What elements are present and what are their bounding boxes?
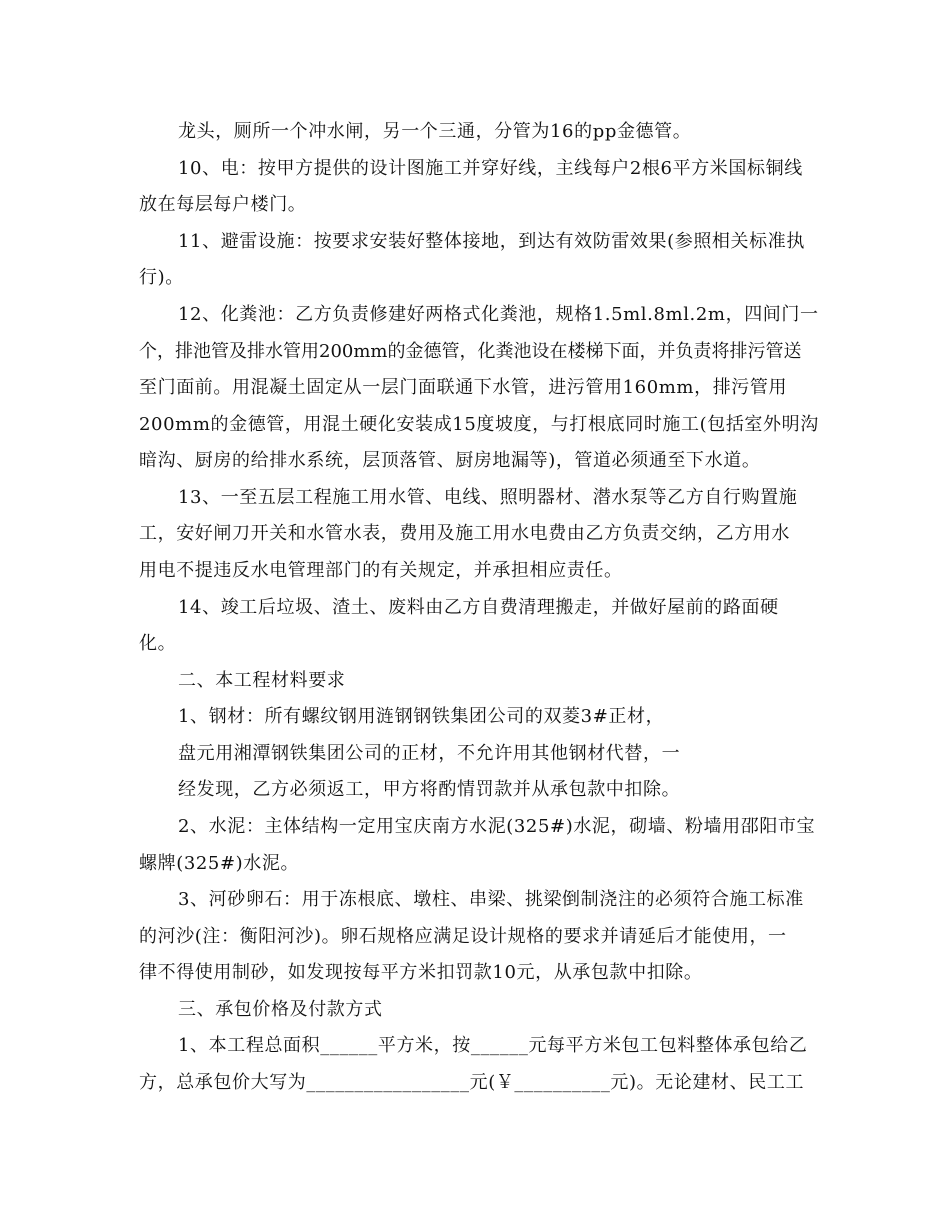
text-line: 200mm的金德管，用混土硬化安装成15度坡度，与打根底同时施工(包括室外明沟 bbox=[139, 414, 819, 435]
text-line: 个，排池管及排水管用200mm的金德管，化粪池设在楼梯下面，并负责将排污管送 bbox=[139, 341, 802, 362]
text-line: 3、河砂卵石：用于冻根底、墩柱、串梁、挑梁倒制浇注的必须符合施工标准 bbox=[178, 889, 804, 910]
text-line: 螺牌(325#)水泥。 bbox=[139, 853, 300, 874]
text-line: 律不得使用制砂，如发现按每平方米扣罚款10元，从承包款中扣除。 bbox=[139, 962, 703, 983]
text-line: 10、电：按甲方提供的设计图施工并穿好线，主线每户2根6平方米国标铜线 bbox=[178, 158, 803, 179]
text-line: 化。 bbox=[139, 633, 177, 654]
text-line: 11、避雷设施：按要求安装好整体接地，到达有效防雷效果(参照相关标准执 bbox=[178, 231, 805, 252]
text-line: 至门面前。用混凝土固定从一层门面联通下水管，进污管用160mm，排污管用 bbox=[139, 377, 788, 398]
text-line: 13、一至五层工程施工用水管、电线、照明器材、潜水泵等乙方自行购置施 bbox=[178, 487, 798, 508]
text-line: 的河沙(注：衡阳河沙)。卵石规格应满足设计规格的要求并请延后才能使用，一 bbox=[139, 926, 787, 947]
text-line: 12、化粪池：乙方负责修建好两格式化粪池，规格1.5ml.8ml.2m，四间门一 bbox=[178, 304, 819, 325]
text-line: 用电不提违反水电管理部门的有关规定，并承担相应责任。 bbox=[139, 560, 623, 581]
text-line: 盘元用湘潭钢铁集团公司的正材，不允许用其他钢材代替，一 bbox=[178, 743, 681, 764]
text-line: 2、水泥：主体结构一定用宝庆南方水泥(325#)水泥，砌墙、粉墙用邵阳市宝 bbox=[178, 816, 816, 837]
section-heading: 二、本工程材料要求 bbox=[178, 670, 346, 691]
text-line: 1、钢材：所有螺纹钢用涟钢钢铁集团公司的双菱3#正材， bbox=[178, 706, 665, 727]
text-line: 工，安好闸刀开关和水管水表，费用及施工用水电费由乙方负责交纳，乙方用水 bbox=[139, 523, 790, 544]
text-line: 14、竣工后垃圾、渣土、废料由乙方自费清理搬走，并做好屋前的路面硬 bbox=[178, 597, 779, 618]
text-line: 暗沟、厨房的给排水系统，层顶落管、厨房地漏等)，管道必须通至下水道。 bbox=[139, 450, 761, 471]
text-line: 龙头，厕所一个冲水闸，另一个三通，分管为16的pp金德管。 bbox=[178, 121, 692, 142]
text-line: 1、本工程总面积______平方米，按______元每平方米包工包料整体承包给乙 bbox=[178, 1035, 808, 1056]
text-line: 经发现，乙方必须返工，甲方将酌情罚款并从承包款中扣除。 bbox=[178, 779, 681, 800]
section-heading: 三、承包价格及付款方式 bbox=[178, 999, 383, 1020]
text-line: 行)。 bbox=[139, 267, 184, 288]
text-line: 放在每层每户楼门。 bbox=[139, 194, 307, 215]
text-line: 方，总承包价大写为_________________元(￥__________元)。无论建材、民工工 bbox=[139, 1072, 805, 1093]
